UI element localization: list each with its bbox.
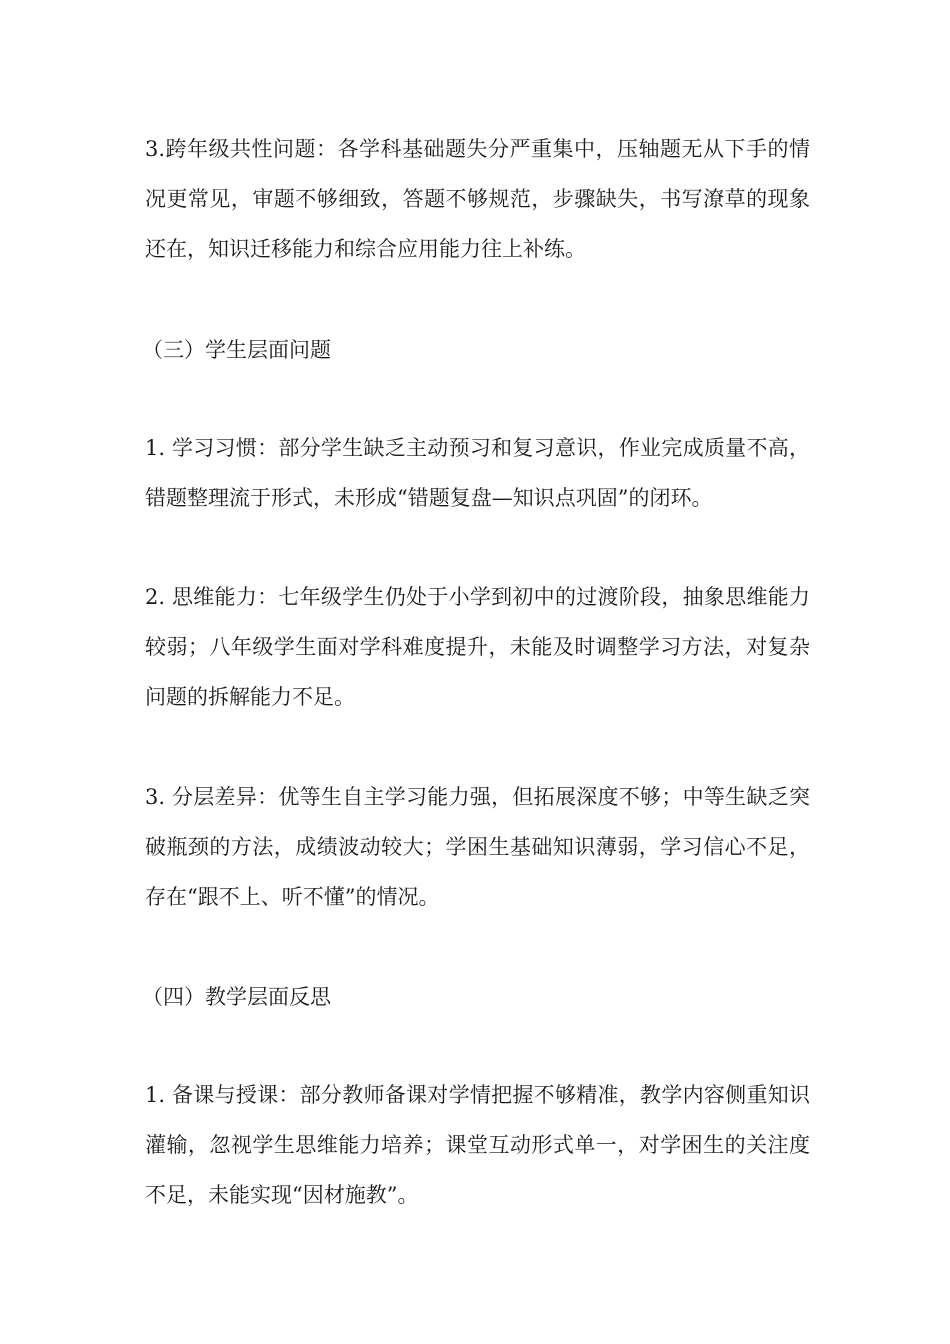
paragraph-study-habits: 1. 学习习惯：部分学生缺乏主动预习和复习意识，作业完成质量不高，错题整理流于形式，未形成“错题复盘—知识点巩固”的闭环。 [145, 436, 810, 510]
section-heading-teaching-reflection: （四）教学层面反思 [142, 985, 331, 1009]
paragraph-thinking-ability: 2. 思维能力：七年级学生仍处于小学到初中的过渡阶段，抽象思维能力较弱；八年级学生面对学科难度提升，未能及时调整学习方法，对复杂问题的拆解能力不足。 [145, 585, 810, 709]
paragraph-lesson-preparation: 1. 备课与授课：部分教师备课对学情把握不够精准，教学内容侧重知识灌输，忽视学生思维能力培养；课堂互动形式单一，对学困生的关注度不足，未能实现“因材施教”。 [145, 1083, 810, 1207]
paragraph-stratified-differences: 3. 分层差异：优等生自主学习能力强，但拓展深度不够；中等生缺乏突破瓶颈的方法，成绩波动较大；学困生基础知识薄弱，学习信心不足，存在“跟不上、听不懂”的情况。 [145, 785, 810, 909]
paragraph-cross-grade-common-issues: 3.跨年级共性问题：各学科基础题失分严重集中，压轴题无从下手的情况更常见，审题不够细致，答题不够规范，步骤缺失，书写潦草的现象还在，知识迁移能力和综合应用能力往上补练。 [145, 137, 810, 261]
section-heading-student-issues: （三）学生层面问题 [142, 338, 331, 362]
